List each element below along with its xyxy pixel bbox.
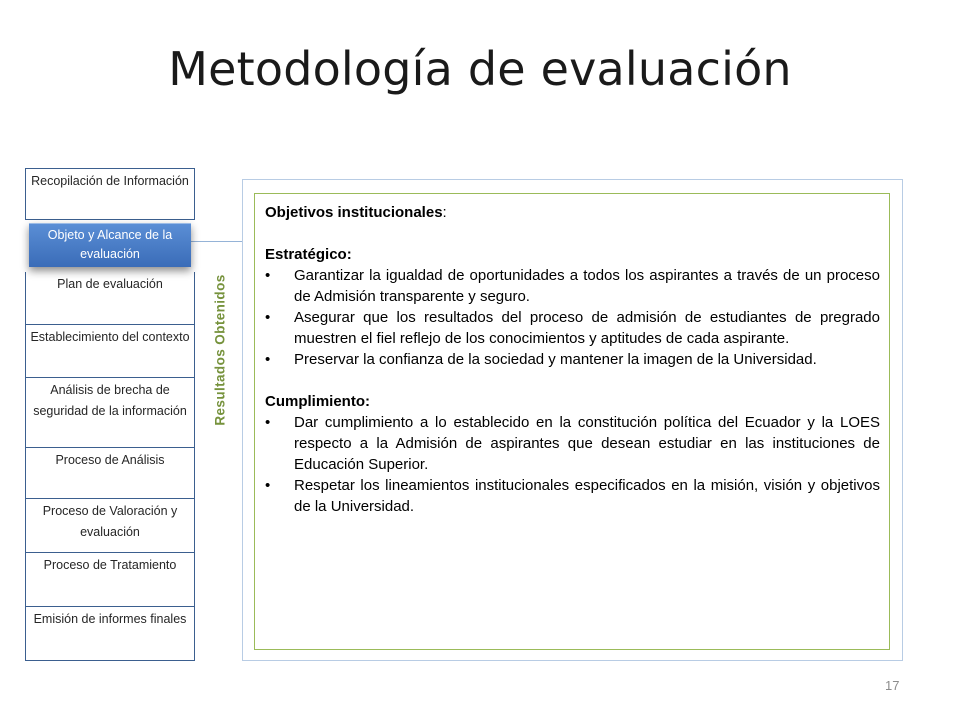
strategic-bullet	[265, 265, 880, 307]
compliance-bullet	[265, 412, 880, 475]
bullet-text: Dar cumplimiento a lo establecido en la constitución política del Ecuador y la LOES respecto a la Admisión de aspirantes que desean estudiar en las instituciones de Educación Superior.	[294, 414, 880, 473]
strategic-bullet	[265, 349, 880, 370]
bullet-icon: •	[265, 267, 271, 284]
bullet-icon: •	[265, 477, 271, 494]
bullet-text: Garantizar la igualdad de oportunidades a todos los aspirantes a través de un proceso de Admisión transparente y seguro.	[294, 267, 880, 305]
objectives-heading-colon: :	[442, 204, 447, 221]
slide-title: Metodología de evaluación	[168, 42, 792, 96]
connector-line	[190, 241, 243, 242]
step-informes-finales[interactable]: Emisión de informes finales	[25, 607, 195, 661]
bullet-icon: •	[265, 414, 271, 431]
step-valoracion[interactable]: Proceso de Valoración y evaluación	[25, 499, 195, 553]
step-tratamiento[interactable]: Proceso de Tratamiento	[25, 553, 195, 607]
bullet-text: Preservar la confianza de la sociedad y mantener la imagen de la Universidad.	[294, 351, 817, 368]
objectives-heading-text: Objetivos institucionales	[265, 204, 443, 221]
step-plan[interactable]: Plan de evaluación	[25, 272, 195, 325]
step-objeto-alcance[interactable]: Objeto y Alcance de la evaluación	[29, 223, 191, 267]
strategic-title: Estratégico:	[265, 246, 352, 263]
step-proceso-analisis[interactable]: Proceso de Análisis	[25, 448, 195, 499]
strategic-bullet	[265, 307, 880, 349]
page-number: 17	[885, 678, 900, 693]
step-recopilacion[interactable]: Recopilación de Información	[25, 168, 195, 220]
step-contexto[interactable]: Establecimiento del contexto	[25, 325, 195, 378]
bullet-icon: •	[265, 351, 271, 368]
objectives-heading	[265, 202, 880, 223]
compliance-bullet	[265, 475, 880, 517]
step-analisis-brecha[interactable]: Análisis de brecha de seguridad de la información	[25, 378, 195, 448]
bullet-icon: •	[265, 309, 271, 326]
bullet-text: Asegurar que los resultados del proceso de admisión de estudiantes de pregrado muestren el fiel reflejo de los conocimientos y aptitudes de cada aspirante.	[294, 309, 880, 347]
objectives-panel	[254, 193, 890, 650]
results-label: Resultados Obtenidos	[212, 274, 228, 426]
compliance-title: Cumplimiento:	[265, 393, 370, 410]
bullet-text: Respetar los lineamientos institucionales especificados en la misión, visión y objetivos de la Universidad.	[294, 477, 880, 515]
